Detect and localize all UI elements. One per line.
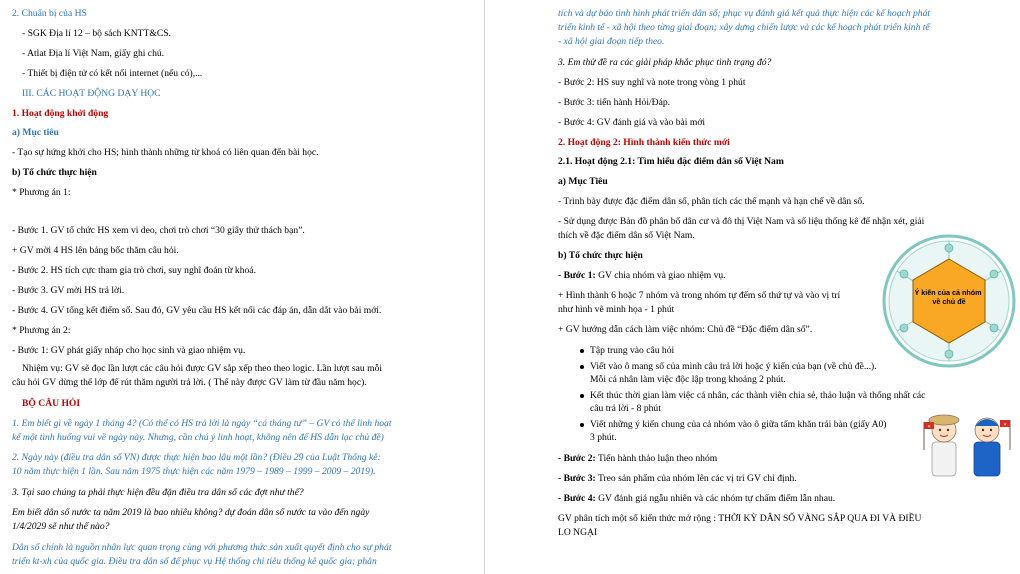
paragraph: - Trình bày được đặc điểm dân số, phân tích các thế mạnh và hạn chế về dân số. — [558, 196, 865, 207]
subheading-objective: a) Mục Tiêu — [558, 176, 608, 187]
paragraph: - Bước 3: tiến hành Hỏi/Đáp. — [558, 97, 671, 108]
step-4 — [558, 493, 1010, 505]
paragraph: * Phương án 2: — [12, 325, 71, 336]
step-label: - Bước 1: — [558, 270, 596, 281]
paragraph: - Bước 4: GV đánh giá và vào bài mới — [558, 117, 706, 128]
page-edge — [484, 0, 485, 574]
question-text: 2. Ngày này (điều tra dân số VN) được thực hiện bao lâu một lần? — [12, 452, 268, 463]
heading-student-prep: 2. Chuẩn bị của HS — [12, 8, 87, 19]
paragraph: + GV hướng dẫn cách làm việc nhóm: Chủ đề “Đặc điểm dân số”. — [558, 324, 813, 335]
diagram-center-label: Ý kiến của cả nhóm về chủ đề — [914, 288, 982, 306]
paragraph: - Bước 2. HS tích cực tham gia trò chơi, suy nghĩ đoán từ khoá. — [12, 265, 256, 276]
page-gutter — [484, 0, 546, 574]
question-answer: (Có thể có HS trả lời là ngày “cá tháng tư” – GV có thể linh hoạt — [136, 418, 392, 429]
student-boy-figure — [974, 418, 1010, 476]
paragraph: * Phương án 1: — [12, 187, 71, 198]
paragraph: - Bước 2: HS suy nghĩ và note trong vòng 1 phút — [558, 77, 746, 88]
student-girl-figure — [924, 415, 959, 476]
placemat-diagram — [882, 232, 1016, 370]
right-page — [546, 0, 1020, 574]
step-label: - Bước 4: — [558, 493, 596, 504]
bullet-item: Viết vào ô mang số của mình câu trả lời hoặc ý kiến của bạn (về chủ đề...). — [590, 361, 877, 372]
paragraph: - Bước 4. GV tổng kết điểm số. Sau đó, GV yêu cầu HS kết nối các đáp án, dẫn dắt vào bài mới. — [12, 305, 382, 316]
answer-text: - xã hội giai đoạn tiếp theo. — [558, 36, 665, 47]
step-label: - Bước 2: — [558, 453, 596, 464]
subheading-organization: b) Tổ chức thực hiện — [12, 167, 97, 178]
svg-text:★: ★ — [1003, 421, 1007, 427]
question-answer: kể một tình huống vui về ngày này. Nhưng, cần chú ý linh hoạt, không nên để HS dẫn lạc chủ đề) — [12, 432, 384, 443]
paragraph: LO NGẠI — [558, 527, 598, 538]
answer-text: tích và dự báo tình hình phát triển dân số; phục vụ đánh giá kết quả thực hiện các kế hoạch phát — [558, 8, 931, 19]
bullet-item: Tập trung vào câu hỏi — [590, 345, 675, 356]
section-heading: III. CÁC HOẠT ĐỘNG DẠY HỌC — [22, 88, 161, 99]
question-text: 1. Em biết gì về ngày 1 tháng 4? — [12, 418, 137, 429]
list-item: - Atlat Địa lí Việt Nam, giấy ghi chú. — [22, 48, 165, 59]
answer-text: triển kinh tế - xã hội theo từng giai đoạn; xây dựng chiến lược và các kế hoạch phát triển kinh tế — [558, 22, 930, 33]
paragraph: - Tạo sự hứng khởi cho HS; hình thành những từ khoá có liên quan đến bài học. — [12, 147, 319, 158]
question-5: 3. Em thử đề ra các giải pháp khắc phục tình trạng đó? — [558, 57, 772, 68]
left-page — [0, 0, 484, 574]
bullet-item: Viết những ý kiến chung của cả nhóm vào ô giữa tấm khăn trải bàn (giấy A0) — [590, 419, 887, 430]
bullet-icon — [580, 423, 584, 427]
step-text: GV chia nhóm và giao nhiệm vụ. — [595, 270, 726, 281]
bullet-item: 3 phút. — [590, 432, 617, 443]
step-text: Tiến hành thảo luận theo nhóm — [595, 453, 718, 464]
activity-heading: 1. Hoạt động khởi động — [12, 108, 109, 119]
step-label: - Bước 3: — [558, 473, 596, 484]
answer-text: triển kt-xh của quốc gia. Điều tra dân số để phục vụ Hệ thống chỉ tiêu thống kê quốc gia; phân — [12, 556, 377, 567]
paragraph: - Bước 1: GV phát giấy nháp cho học sinh và giao nhiệm vụ. — [12, 345, 246, 356]
step-text: GV đánh giá ngẫu nhiên và các nhóm tự chấm điểm lẫn nhau. — [595, 493, 836, 504]
activity-heading: 2. Hoạt động 2: Hình thành kiến thức mới — [558, 137, 730, 148]
question-1 — [12, 418, 474, 430]
list-item: - SGK Địa lí 12 – bộ sách KNTT&CS. — [22, 28, 171, 39]
step-text: Treo sản phẩm của nhóm lên các vị trí GV chỉ định. — [595, 473, 797, 484]
question-4: Em biết dân số nước ta năm 2019 là bao nhiêu không? dự đoán dân số nước ta vào đến ngày — [12, 507, 370, 518]
paragraph: thích về đặc điểm dân số Việt Nam. — [558, 230, 695, 241]
activity-subheading: 2.1. Hoạt động 2.1: Tìm hiểu đặc điểm dân số Việt Nam — [558, 156, 784, 167]
paragraph: + GV mời 4 HS lên bảng bốc thăm câu hỏi. — [12, 245, 179, 256]
students-illustration — [918, 402, 1016, 480]
question-3: 3. Tại sao chúng ta phải thực hiện đều đặn điều tra dân số các đợt như thế? — [12, 487, 304, 498]
paragraph: - Bước 1. GV tổ chức HS xem vi deo, chơi trò chơi “30 giây thử thách bạn”. — [12, 225, 305, 236]
paragraph: GV phân tích một số kiến thức mở rộng : THỜI KỲ DÂN SỐ VÀNG SẮP QUA ĐI VÀ ĐIỀU — [558, 513, 922, 524]
bullet-icon — [580, 365, 584, 369]
subheading-organization: b) Tổ chức thực hiện — [558, 250, 643, 261]
svg-text:★: ★ — [927, 423, 931, 429]
bullet-item: Mỗi cá nhân làm việc độc lập trong khoảng 2 phút. — [590, 374, 786, 385]
paragraph: - Bước 3. GV mời HS trả lời. — [12, 285, 125, 296]
bullet-icon — [580, 394, 584, 398]
question-answer: 10 năm thực hiện 1 lần. Sau năm 1975 thực hiện các năm 1979 – 1989 – 1999 – 2009 – 2019). — [12, 466, 376, 477]
bullet-item: Kết thúc thời gian làm việc cá nhân, các thành viên chia sẻ, thảo luận và thống nhất các — [590, 390, 926, 401]
paragraph: như hình vẽ minh họa - 1 phút — [558, 304, 675, 315]
paragraph: Nhiệm vụ: GV sẽ đọc lần lượt các câu hỏi được GV sắp xếp theo theo logic. Lần lượt sau mỗi — [22, 363, 383, 374]
subheading-objective: a) Mục tiêu — [12, 127, 59, 138]
question-answer: (Điều 29 của Luật Thống kê: — [267, 452, 381, 463]
question-4: 1/4/2029 sẽ như thế nào? — [12, 521, 110, 532]
question-set-heading: BỘ CÂU HỎI — [22, 398, 81, 409]
question-2 — [12, 452, 474, 464]
paragraph: + Hình thành 6 hoặc 7 nhóm và trong nhóm tự đếm số thứ tự và vào vị trí — [558, 290, 841, 301]
list-item: - Thiết bị điện tử có kết nối internet (nếu có),... — [22, 68, 203, 79]
paragraph: - Sử dụng được Bản đồ phân bố dân cư và đô thị Việt Nam và số liệu thống kê để nhận xét, giải — [558, 216, 925, 227]
bullet-icon — [580, 349, 584, 353]
paragraph: câu hỏi GV dừng thể lớp để rút thăm người trả lời. ( Thể này được GV làm từ đầu năm học). — [12, 377, 367, 388]
answer-text: Dân số chính là nguồn nhân lực quan trọng cùng với phương thức sản xuất quyết định cho sự phát — [12, 542, 392, 553]
bullet-item: câu trả lời - 8 phút — [590, 403, 661, 414]
